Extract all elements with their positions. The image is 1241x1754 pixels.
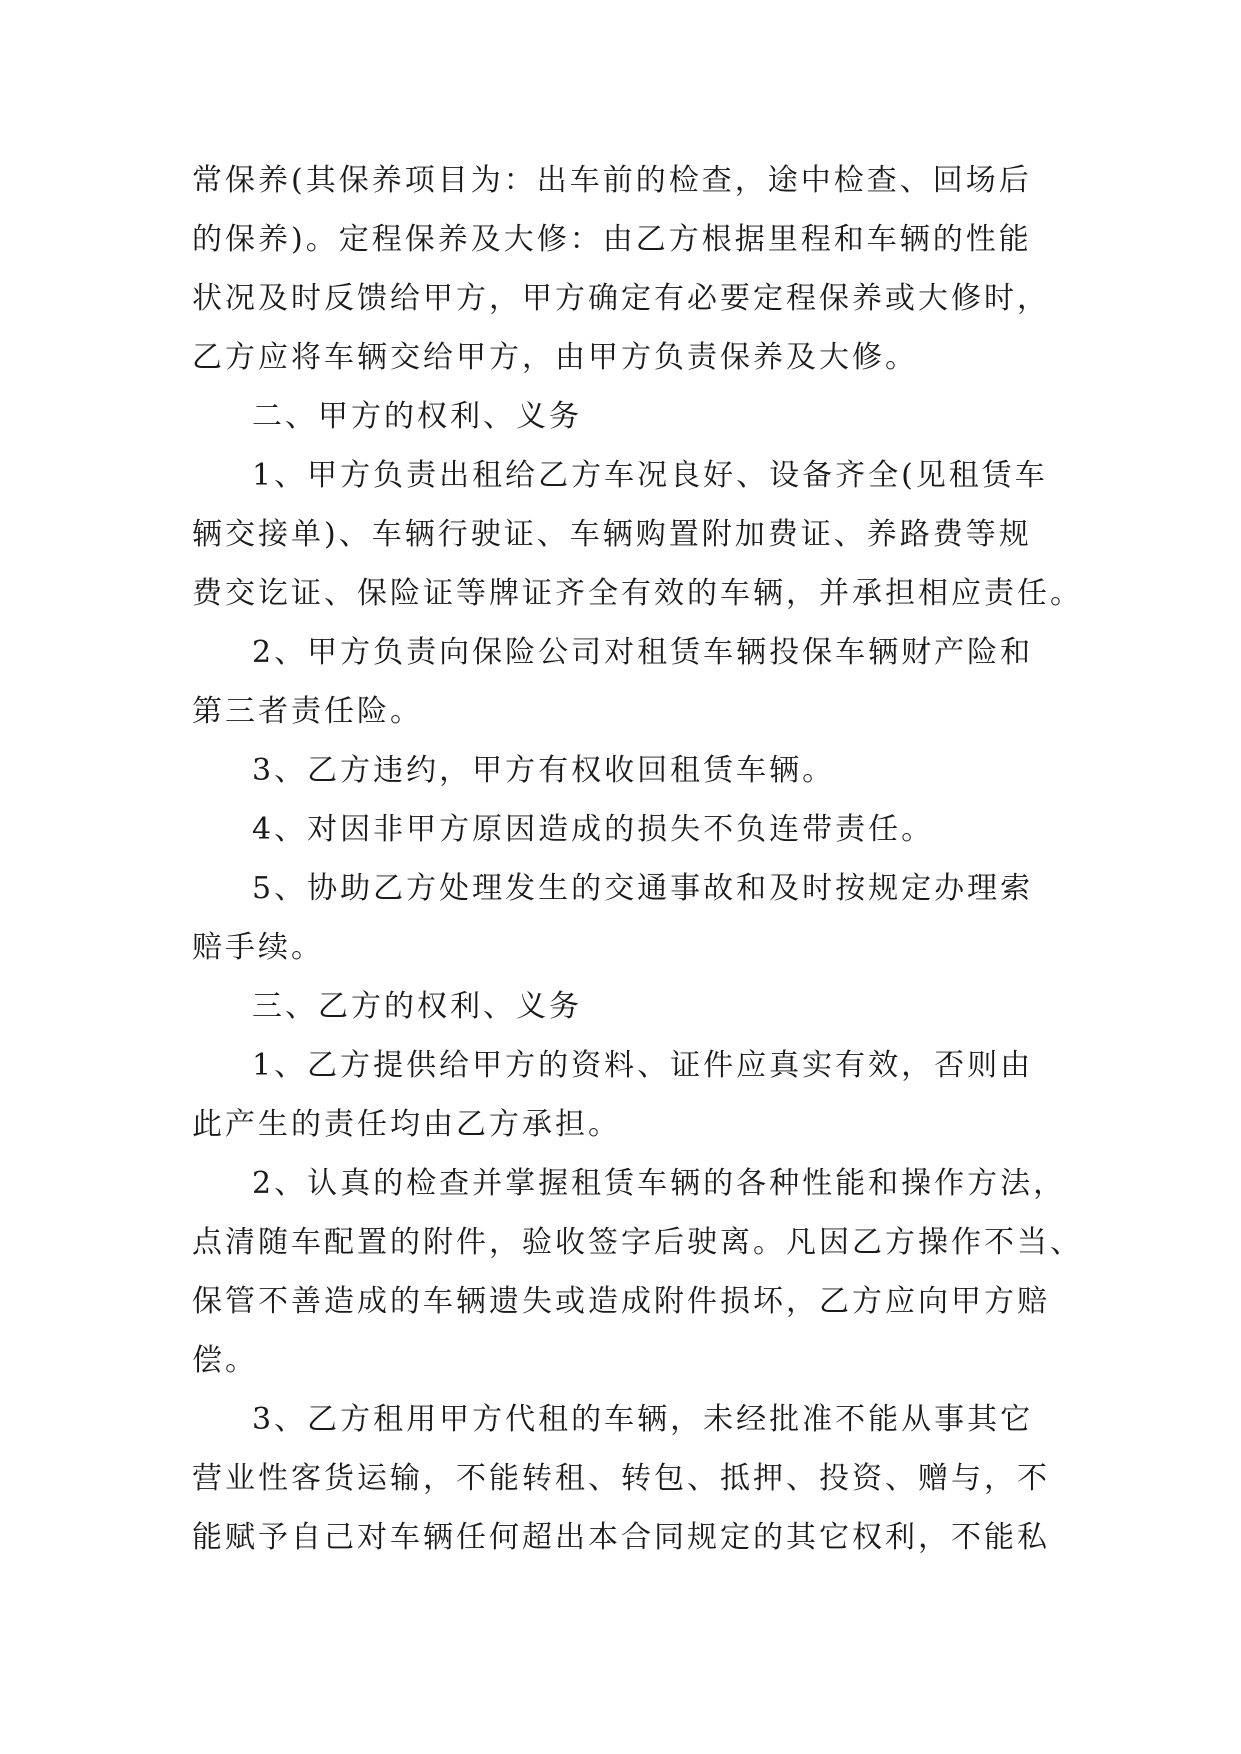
- paragraph-line: 状况及时反馈给甲方，甲方确定有必要定程保养或大修时，: [192, 281, 1050, 316]
- paragraph-line: 2、甲方负责向保险公司对租赁车辆投保车辆财产险和: [252, 635, 1034, 670]
- paragraph-line: 乙方应将车辆交给甲方，由甲方负责保养及大修。: [192, 340, 918, 375]
- paragraph-line: 赔手续。: [192, 930, 324, 965]
- paragraph-line: 点清随车配置的附件，验收签字后驶离。凡因乙方操作不当、: [192, 1225, 1083, 1260]
- section-heading: 二、甲方的权利、义务: [252, 399, 582, 434]
- paragraph-line: 1、乙方提供给甲方的资料、证件应真实有效，否则由: [252, 1048, 1034, 1083]
- paragraph-line: 保管不善造成的车辆遗失或造成附件损坏，乙方应向甲方赔: [192, 1284, 1050, 1319]
- paragraph-line: 此产生的责任均由乙方承担。: [192, 1107, 621, 1142]
- paragraph-line: 的保养)。定程保养及大修：由乙方根据里程和车辆的性能: [192, 222, 1032, 257]
- paragraph-line: 2、认真的检查并掌握租赁车辆的各种性能和操作方法，: [252, 1166, 1067, 1201]
- paragraph-line: 第三者责任险。: [192, 694, 423, 729]
- section-heading: 三、乙方的权利、义务: [252, 989, 582, 1024]
- paragraph-line: 3、乙方租用甲方代租的车辆，未经批准不能从事其它: [252, 1402, 1034, 1437]
- paragraph-line: 1、甲方负责出租给乙方车况良好、设备齐全(见租赁车: [252, 458, 1048, 493]
- paragraph-line: 营业性客货运输，不能转租、转包、抵押、投资、赠与，不: [192, 1461, 1050, 1496]
- paragraph-line: 费交讫证、保险证等牌证齐全有效的车辆，并承担相应责任。: [192, 576, 1083, 611]
- paragraph-line: 常保养(其保养项目为：出车前的检查，途中检查、回场后: [192, 163, 1032, 198]
- document-body: [192, 163, 1083, 1582]
- paragraph-line: 3、乙方违约，甲方有权收回租赁车辆。: [252, 753, 836, 788]
- paragraph-line: 4、对因非甲方原因造成的损失不负连带责任。: [252, 812, 935, 847]
- paragraph-line: 能赋予自己对车辆任何超出本合同规定的其它权利，不能私: [192, 1520, 1050, 1555]
- paragraph-line: 5、协助乙方处理发生的交通事故和及时按规定办理索: [252, 871, 1034, 906]
- paragraph-line: 偿。: [192, 1343, 258, 1378]
- paragraph-line: 辆交接单)、车辆行驶证、车辆购置附加费证、养路费等规: [192, 517, 1032, 552]
